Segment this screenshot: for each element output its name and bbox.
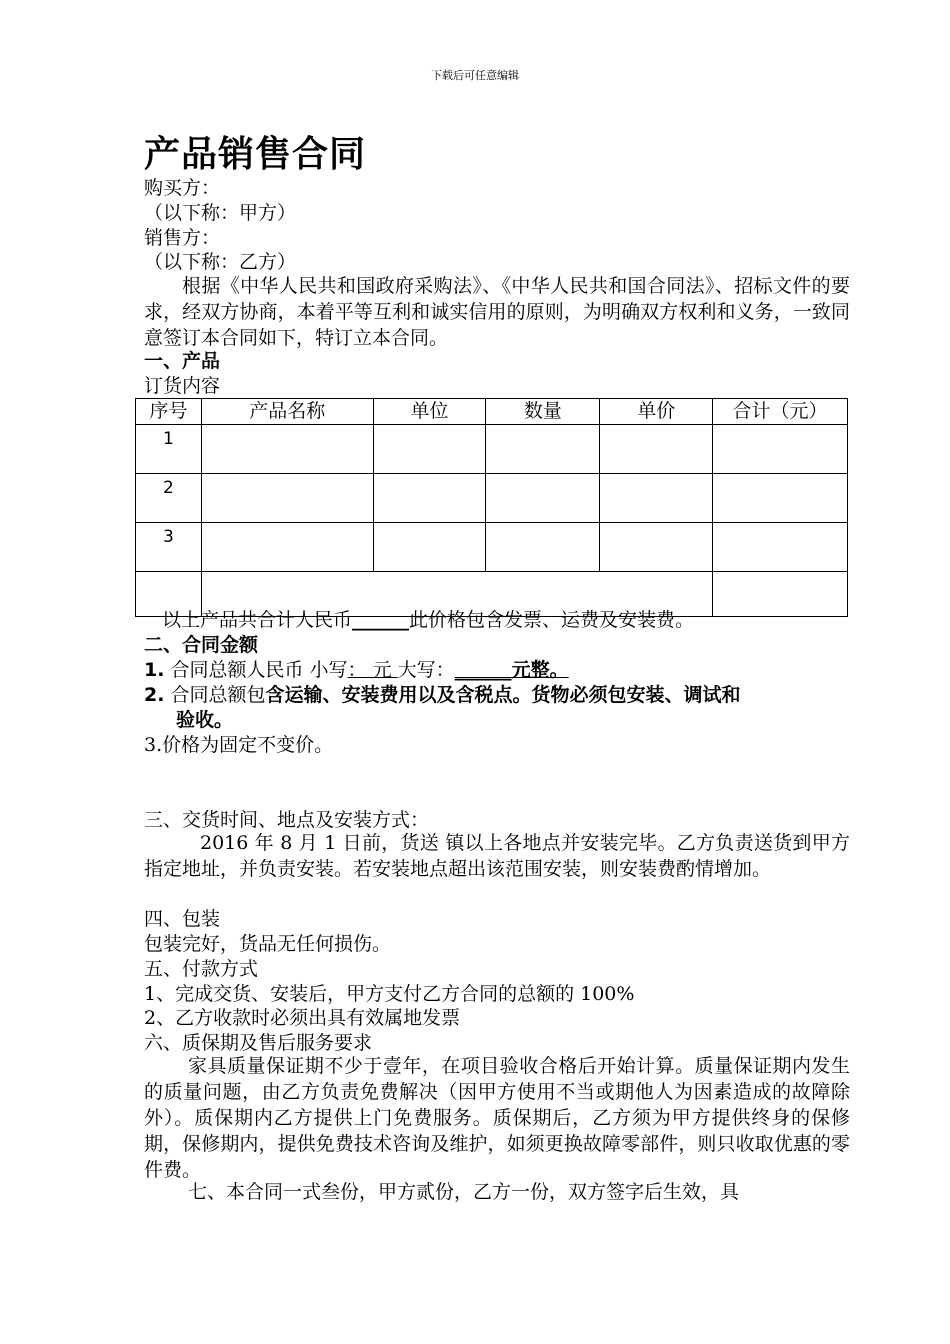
table-cell bbox=[600, 425, 713, 474]
section-4-body: 包装完好，货品无任何损伤。 bbox=[144, 933, 392, 955]
table-cell bbox=[201, 523, 373, 572]
column-header: 单价 bbox=[600, 399, 713, 425]
table-row bbox=[136, 474, 848, 523]
item-text-bold: 含运输、安装费用以及含税点。货物必须包安装、调试和 bbox=[265, 684, 741, 706]
table-cell bbox=[373, 474, 486, 523]
table-cell bbox=[486, 523, 600, 572]
total-line-text: 以上产品共合计人民币 bbox=[162, 609, 353, 631]
item-text: 合同总额人民币 小写 bbox=[164, 659, 348, 681]
item-text: 大写： bbox=[397, 659, 455, 681]
uppercase-amount-blank: ______元整。 bbox=[454, 659, 569, 681]
table-cell bbox=[713, 425, 848, 474]
buyer-alias: （以下称：甲方） bbox=[144, 202, 297, 224]
section-7-body: 七、本合同一式叁份，甲方贰份，乙方一份，双方签字后生效，具 bbox=[188, 1181, 740, 1203]
section-3-body: 2016 年 8 月 1 日前，货送 镇以上各地点并安装完毕。乙方负责送货到甲方指定地址，并负责安装。若安装地点超出该范围安装，则安装费酌情增加。 bbox=[144, 832, 850, 880]
table-cell bbox=[373, 523, 486, 572]
page-header-note: 下载后可任意编辑 bbox=[431, 69, 519, 82]
section-1-subtitle: 订货内容 bbox=[144, 375, 221, 397]
section-5-title: 五、付款方式 bbox=[144, 958, 259, 980]
column-header: 产品名称 bbox=[201, 399, 373, 425]
section-2-title: 二、合同金额 bbox=[144, 634, 259, 656]
table-cell bbox=[713, 572, 848, 617]
table-cell bbox=[713, 523, 848, 572]
item-number: 1. bbox=[144, 659, 165, 681]
table-cell bbox=[201, 474, 373, 523]
lowercase-amount-blank: ： 元 bbox=[347, 659, 398, 681]
table-row bbox=[136, 425, 848, 474]
table-cell bbox=[600, 474, 713, 523]
section-6-title: 六、质保期及售后服务要求 bbox=[144, 1032, 373, 1054]
payment-item-1: 1、完成交货、安装后，甲方支付乙方合同的总额的 100% bbox=[144, 983, 635, 1005]
row-index: 2 bbox=[136, 474, 202, 523]
table-header-row bbox=[136, 399, 848, 425]
table-cell bbox=[373, 425, 486, 474]
amount-item-2 bbox=[144, 683, 741, 707]
section-1-title: 一、产品 bbox=[144, 350, 221, 372]
seller-label: 销售方： bbox=[144, 227, 221, 249]
amount-item-1 bbox=[144, 658, 569, 682]
table-row bbox=[136, 523, 848, 572]
table-cell bbox=[486, 425, 600, 474]
column-header: 序号 bbox=[136, 399, 202, 425]
section-3-title: 三、交货时间、地点及安装方式： bbox=[144, 809, 430, 831]
column-header: 合计（元） bbox=[713, 399, 848, 425]
item-number: 2. bbox=[144, 684, 165, 706]
payment-item-2: 2、乙方收款时必须出具有效属地发票 bbox=[144, 1007, 461, 1029]
total-amount-blank: ______ bbox=[352, 609, 410, 631]
intro-paragraph: 根据《中华人民共和国政府采购法》、《中华人民共和国合同法》、招标文件的要求，经双方协商，本着平等互利和诚实信用的原则，为明确双方权利和义务，一致同意签订本合同如下，特订立本合同。 bbox=[144, 275, 850, 349]
section-4-title: 四、包装 bbox=[144, 908, 221, 930]
table-cell bbox=[486, 474, 600, 523]
total-line bbox=[162, 608, 694, 632]
seller-alias: （以下称：乙方） bbox=[144, 251, 297, 273]
column-header: 数量 bbox=[486, 399, 600, 425]
order-table bbox=[135, 398, 848, 617]
table-cell bbox=[201, 425, 373, 474]
section-6-body: 家具质量保证期不少于壹年，在项目验收合格后开始计算。质量保证期内发生的质量问题，由乙方负责免费解决（因甲方使用不当或期他人为因素造成的故障除外）。质保期内乙方提供上门免费服务。质保期后，乙方须为甲方提供终身的保修期，保修期内，提供免费技术咨询及维护，如须更换故障零部件，则只收取优惠的零件费。 bbox=[144, 1055, 850, 1181]
total-line-note: 此价格包含发票、运费及安装费。 bbox=[409, 609, 695, 631]
buyer-label: 购买方： bbox=[144, 177, 221, 199]
table-cell bbox=[600, 523, 713, 572]
amount-item-3: 3.价格为固定不变价。 bbox=[144, 734, 334, 756]
column-header: 单位 bbox=[373, 399, 486, 425]
table-cell bbox=[713, 474, 848, 523]
row-index: 3 bbox=[136, 523, 202, 572]
row-index: 1 bbox=[136, 425, 202, 474]
item-text: 合同总额包 bbox=[164, 684, 266, 706]
amount-item-2-cont: 验收。 bbox=[176, 709, 234, 731]
page-title: 产品销售合同 bbox=[144, 134, 367, 175]
